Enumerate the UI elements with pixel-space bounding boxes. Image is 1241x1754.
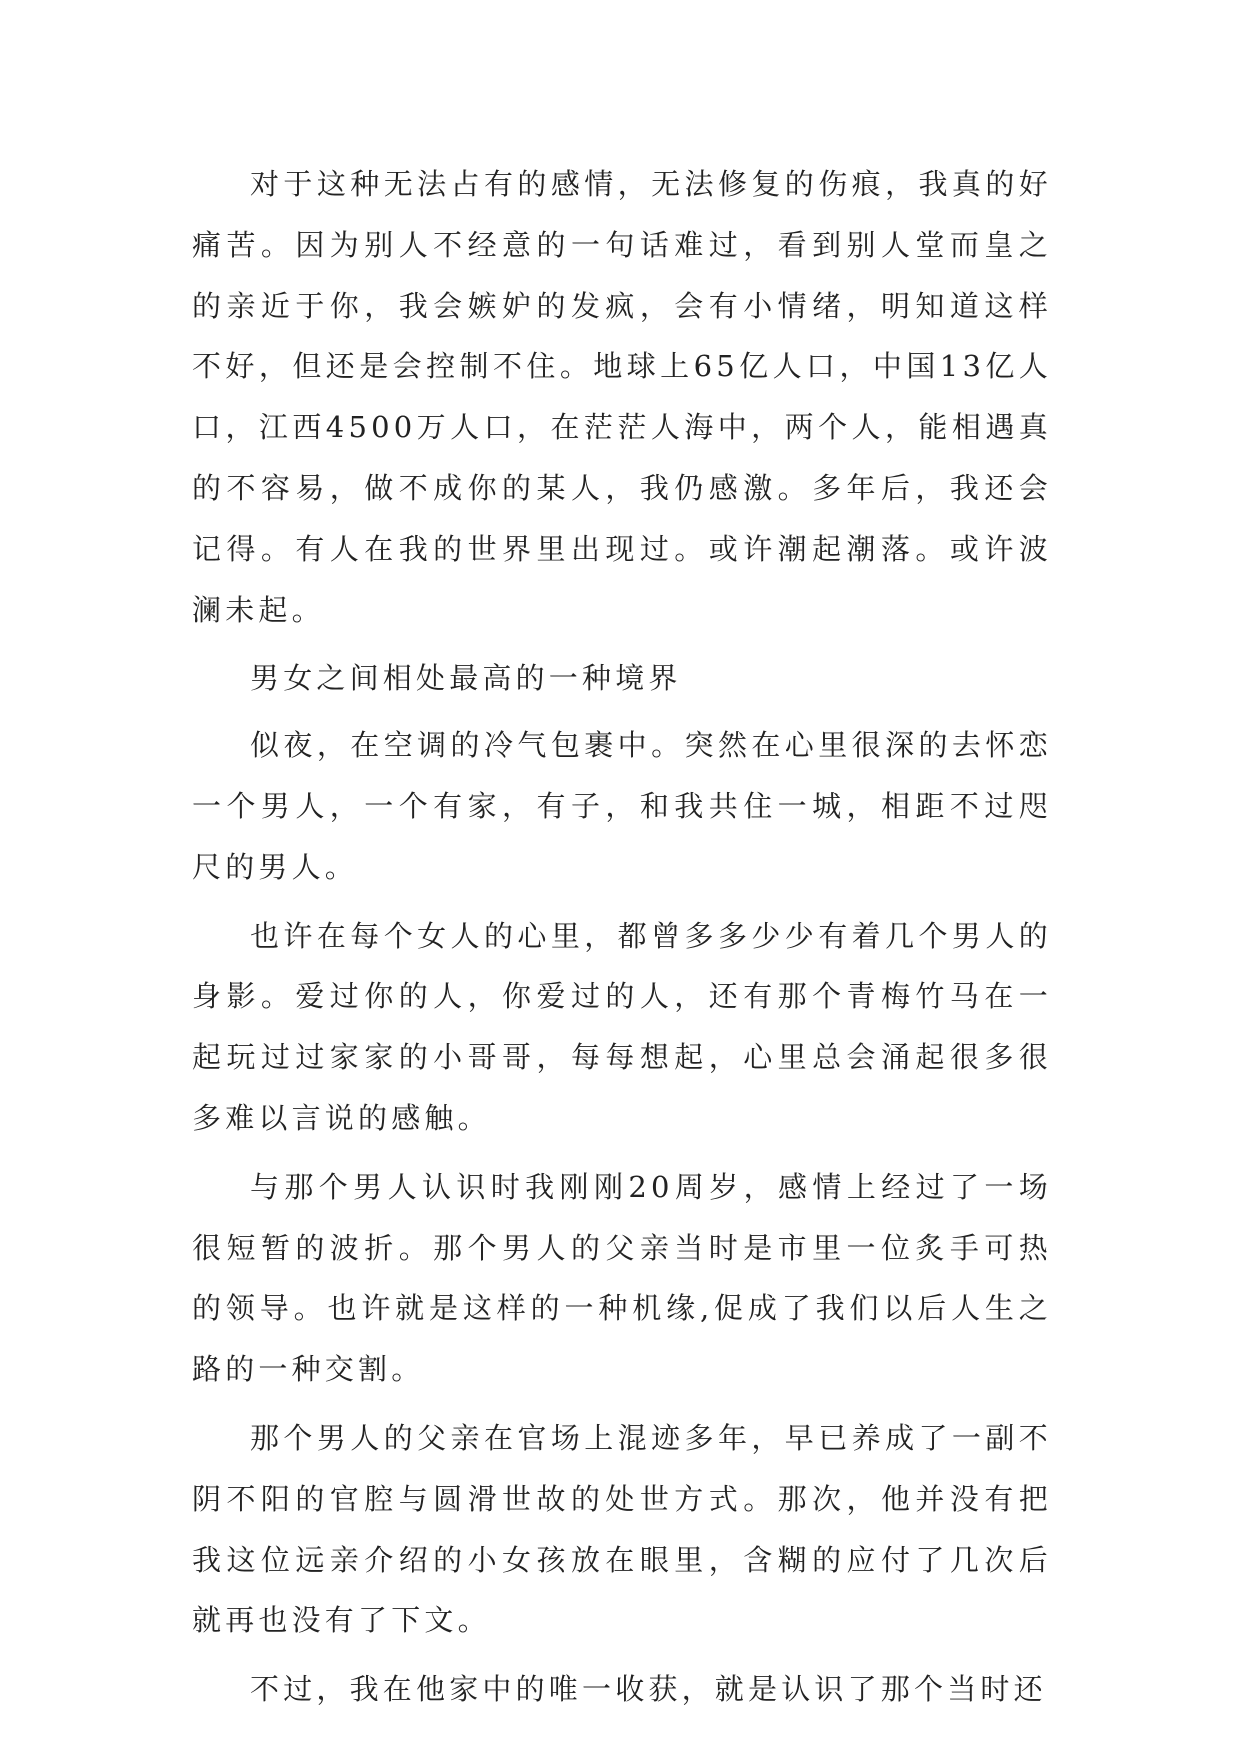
section-heading: 男女之间相处最高的一种境界	[250, 661, 682, 696]
paragraph-6: 不过，我在他家中的唯一收获，就是认识了那个当时还	[250, 1672, 1047, 1707]
paragraph-1: 对于这种无法占有的感情，无法修复的伤痕，我真的好痛苦。因为别人不经意的一句话难过，看到别人堂而皇之的亲近于你，我会嫉妒的发疯，会有小情绪，明知道这样不好，但还是会控制不住。地球上65亿人口，中国13亿人口，江西4500万人口，在茫茫人海中，两个人，能相遇真的不容易，做不成你的某人，我仍感激。多年后，我还会记得。有人在我的世界里出现过。或许潮起潮落。或许波澜未起。	[192, 167, 1052, 627]
paragraph-4: 与那个男人认识时我刚刚20周岁，感情上经过了一场很短暂的波折。那个男人的父亲当时是市里一位炙手可热的领导。也许就是这样的一种机缘,促成了我们以后人生之路的一种交割。	[192, 1169, 1052, 1387]
paragraph-5: 那个男人的父亲在官场上混迹多年，早已养成了一副不阴不阳的官腔与圆滑世故的处世方式。那次，他并没有把我这位远亲介绍的小女孩放在眼里，含糊的应付了几次后就再也没有了下文。	[192, 1420, 1052, 1638]
document-body	[192, 154, 1052, 1720]
paragraph-3: 也许在每个女人的心里，都曾多多少少有着几个男人的身影。爱过你的人，你爱过的人，还有那个青梅竹马在一起玩过过家家的小哥哥，每每想起，心里总会涌起很多很多难以言说的感触。	[192, 918, 1052, 1135]
paragraph-2: 似夜，在空调的冷气包裹中。突然在心里很深的去怀恋一个男人，一个有家，有子，和我共住一城，相距不过咫尺的男人。	[192, 728, 1052, 884]
